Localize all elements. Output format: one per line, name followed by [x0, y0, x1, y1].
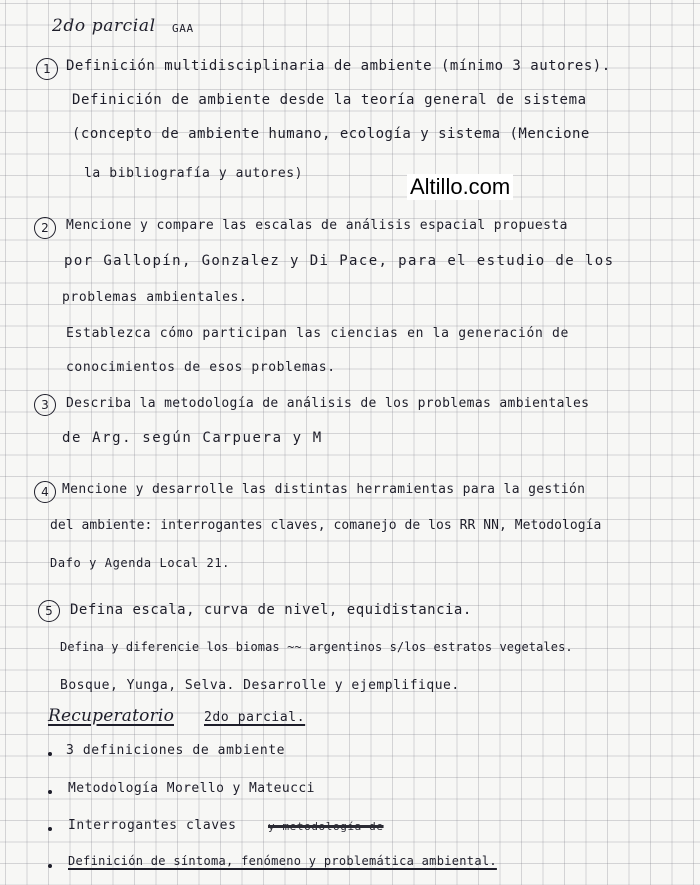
question-1-line-4: la bibliografía y autores)	[84, 166, 304, 181]
question-4-line-2: del ambiente: interrogantes claves, comanejo de los RR NN, Metodología	[50, 518, 602, 533]
recuperatorio-item-4: Definición de síntoma, fenómeno y problemática ambiental.	[68, 854, 497, 868]
recuperatorio-item-3: Interrogantes claves	[68, 818, 237, 833]
question-number-1: 1	[36, 58, 58, 80]
recuperatorio-item-2: Metodología Morello y Mateucci	[68, 781, 315, 796]
bullet	[48, 752, 52, 756]
question-1-line-2: Definición de ambiente desde la teoría general de sistema	[72, 92, 587, 108]
question-3-line-1: Describa la metodología de análisis de los problemas ambientales	[66, 396, 590, 411]
site-watermark: Altillo.com	[407, 174, 513, 200]
question-number-4: 4	[34, 481, 56, 503]
question-number-2: 2	[34, 217, 56, 239]
recuperatorio-subtitle: 2do parcial.	[204, 710, 306, 725]
question-2-line-1: Mencione y compare las escalas de análisis espacial propuesta	[66, 218, 568, 233]
question-4-line-3: Dafo y Agenda Local 21.	[50, 556, 230, 570]
question-5-line-3: Bosque, Yunga, Selva. Desarrolle y ejemplifique.	[60, 678, 460, 693]
question-2-line-3: problemas ambientales.	[62, 290, 248, 305]
question-1-line-3: (concepto de ambiente humano, ecología y sistema (Mencione	[72, 126, 590, 142]
question-number-3: 3	[34, 394, 56, 416]
bullet	[48, 864, 52, 868]
question-2-line-2: por Gallopín, Gonzalez y Di Pace, para el estudio de los	[64, 253, 615, 269]
question-2-line-4: Establezca cómo participan las ciencias en la generación de	[66, 326, 570, 341]
question-5-line-1: Defina escala, curva de nivel, equidistancia.	[70, 602, 472, 618]
recuperatorio-title: Recuperatorio	[48, 706, 174, 726]
struck-text: y metodología de	[268, 820, 384, 833]
question-5-line-2: Defina y diferencie los biomas ~~ argentinos s/los estratos vegetales.	[60, 640, 573, 654]
question-2-line-5: conocimientos de esos problemas.	[66, 360, 336, 375]
question-1-line-1: Definición multidisciplinaria de ambiente (mínimo 3 autores).	[66, 58, 611, 74]
author-initials: GAA	[172, 22, 194, 35]
bullet	[48, 827, 52, 831]
question-3-line-2: de Arg. según Carpuera y M	[62, 430, 323, 446]
question-4-line-1: Mencione y desarrolle las distintas herramientas para la gestión	[62, 482, 586, 497]
recuperatorio-item-1: 3 definiciones de ambiente	[66, 743, 286, 758]
bullet	[48, 790, 52, 794]
question-number-5: 5	[38, 600, 60, 622]
exam-title: 2do parcial	[52, 16, 156, 36]
